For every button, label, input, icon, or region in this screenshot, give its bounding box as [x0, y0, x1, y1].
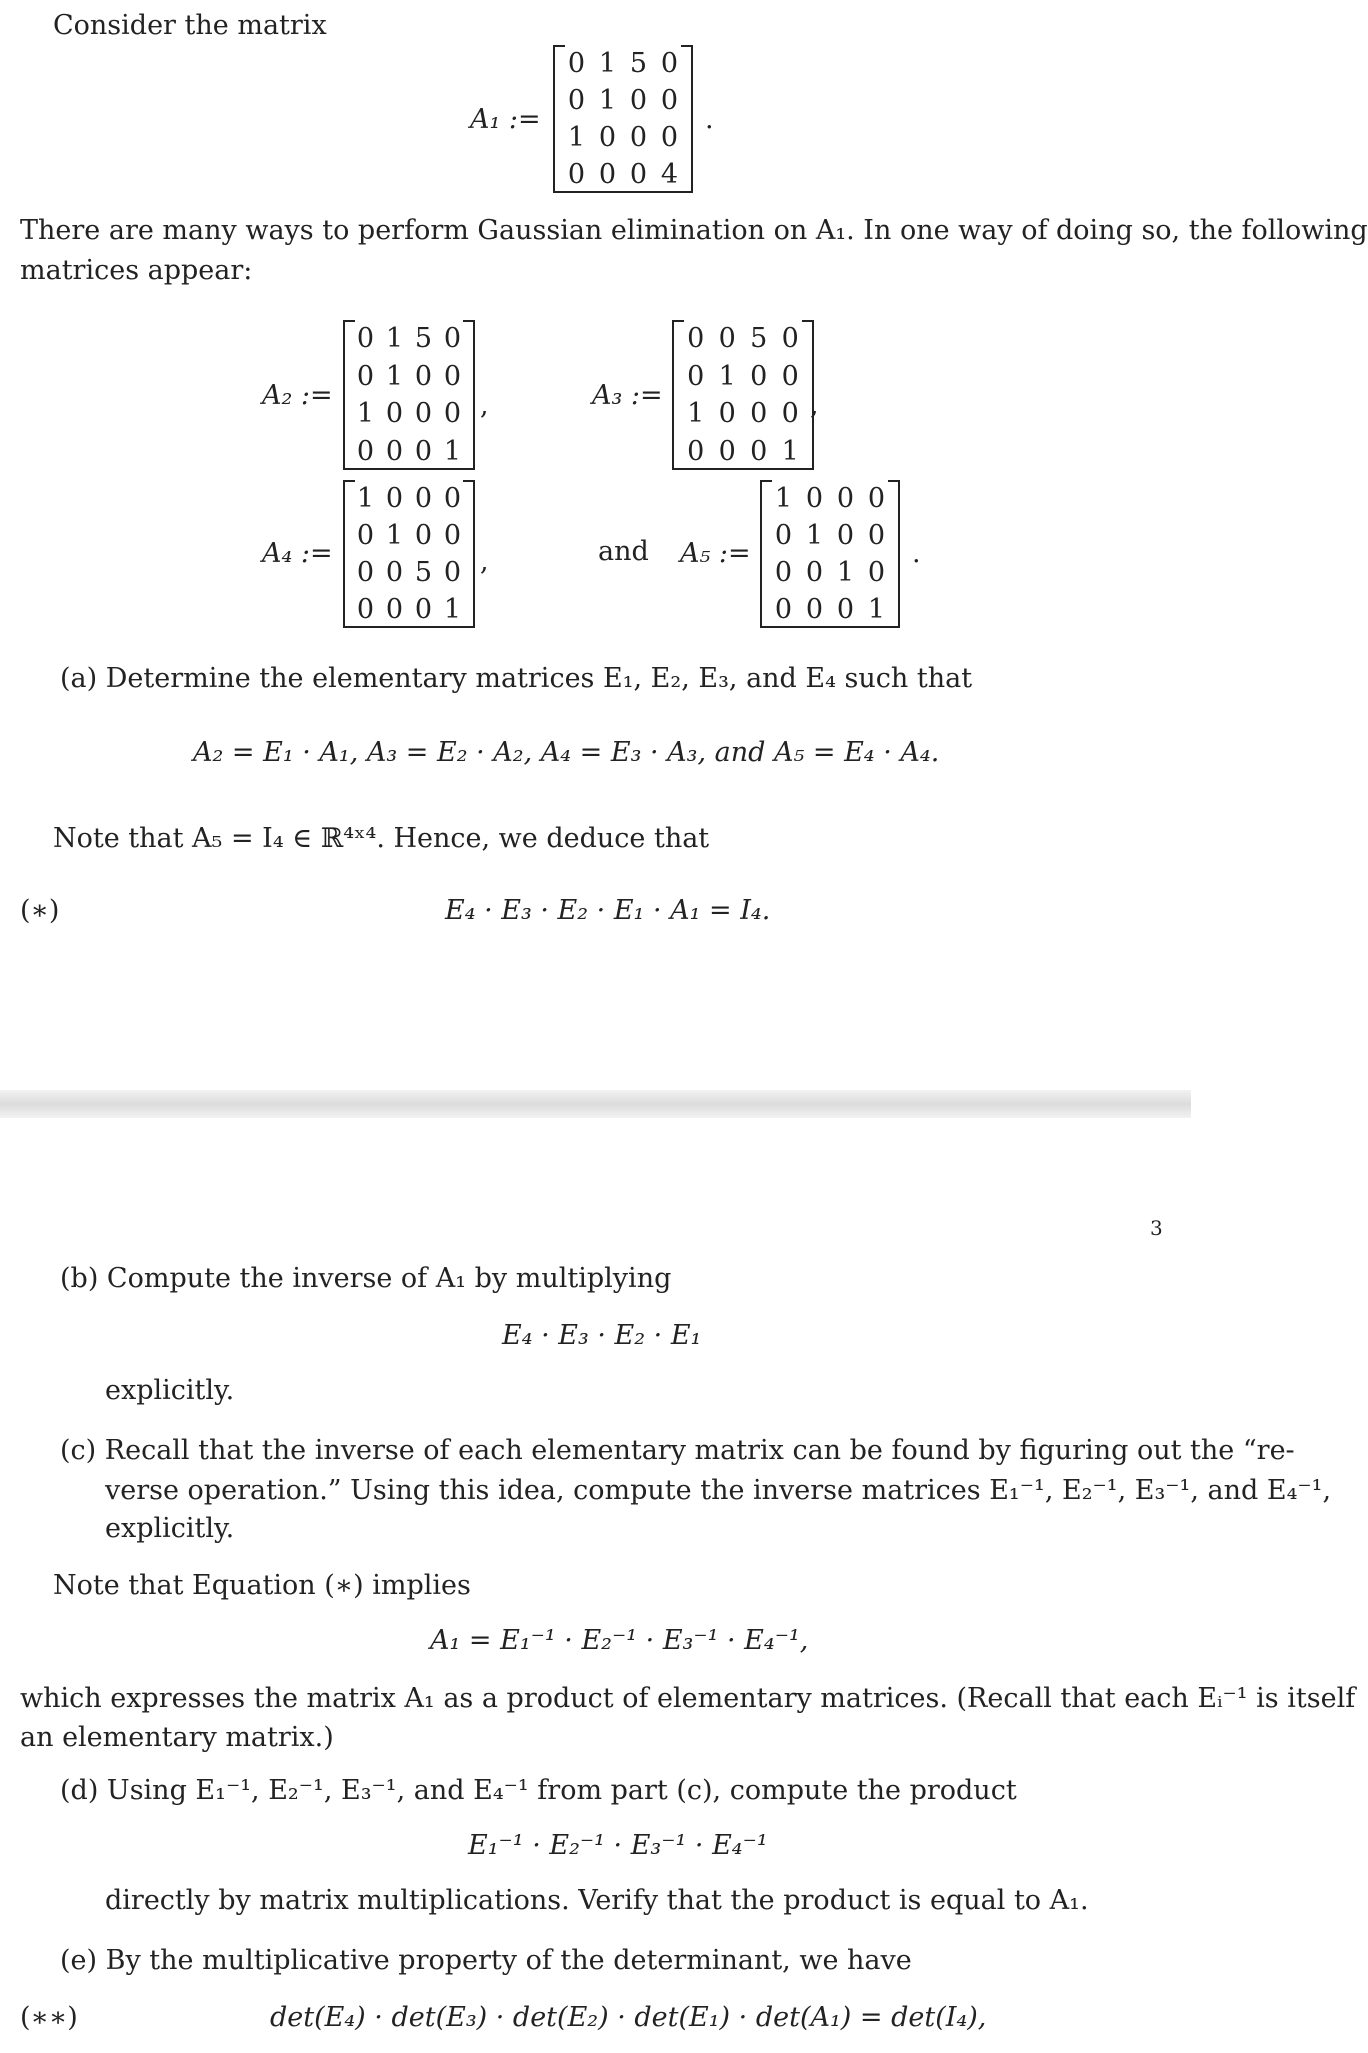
- a2-comma: ,: [480, 390, 489, 421]
- a3-comma: ,: [810, 390, 819, 421]
- matrix-entry: 0: [385, 594, 404, 625]
- matrix-entry: 1: [805, 520, 824, 551]
- matrix-entry: 0: [385, 435, 404, 467]
- matrix-entry: 1: [598, 85, 617, 116]
- matrix-entry: 1: [385, 323, 404, 355]
- matrix-entry: 0: [356, 360, 375, 392]
- matrix-entry: 1: [567, 122, 586, 153]
- matrix-entry: 0: [414, 435, 433, 467]
- matrix-entry: 1: [443, 435, 462, 467]
- part-d-text: (d) Using E₁⁻¹, E₂⁻¹, E₃⁻¹, and E₄⁻¹ from part (c), compute the product: [60, 1775, 1017, 1806]
- a5-label: A₅ :=: [680, 538, 751, 569]
- part-e-text: (e) By the multiplicative property of the determinant, we have: [60, 1945, 912, 1976]
- matrix-entry: 0: [867, 557, 886, 588]
- double-star-tag: (∗∗): [20, 2002, 78, 2033]
- intro-line-1: There are many ways to perform Gaussian elimination on A₁. In one way of doing so, the following: [20, 215, 1368, 246]
- matrix-entry: 0: [660, 85, 679, 116]
- matrix-a4: [343, 480, 475, 628]
- matrix-entry: 0: [443, 323, 462, 355]
- matrix-entry: 5: [629, 48, 648, 79]
- matrix-entry: 0: [867, 483, 886, 514]
- a5-period: .: [912, 538, 921, 569]
- part-c-line-3: explicitly.: [105, 1513, 235, 1544]
- matrix-entry: 0: [629, 85, 648, 116]
- matrix-entry: 0: [805, 483, 824, 514]
- part-b-text: (b) Compute the inverse of A₁ by multiplying: [60, 1263, 672, 1294]
- matrix-entry: 1: [356, 483, 375, 514]
- matrix-a3: [672, 320, 814, 470]
- matrix-grid: [762, 480, 898, 628]
- matrix-entry: 0: [356, 323, 375, 355]
- matrix-entry: 0: [781, 398, 799, 430]
- matrix-entry: 0: [414, 520, 433, 551]
- matrix-entry: 1: [867, 594, 886, 625]
- explicitly-text: explicitly.: [105, 1375, 235, 1406]
- note-equation-text: Note that Equation (∗) implies: [53, 1570, 471, 1601]
- matrix-a1: [553, 45, 693, 193]
- matrix-entry: 0: [867, 520, 886, 551]
- matrix-entry: 0: [414, 360, 433, 392]
- matrix-entry: 1: [385, 520, 404, 551]
- matrix-entry: 1: [781, 435, 799, 467]
- matrix-entry: 5: [414, 557, 433, 588]
- matrix-a5: [760, 480, 900, 628]
- matrix-entry: 4: [660, 159, 679, 190]
- matrix-entry: 1: [443, 594, 462, 625]
- which-line-2: an elementary matrix.): [20, 1722, 334, 1753]
- matrix-entry: 0: [629, 159, 648, 190]
- matrix-entry: 0: [356, 557, 375, 588]
- matrix-entry: 0: [781, 323, 799, 355]
- inverse-product-equation: A₁ = E₁⁻¹ · E₂⁻¹ · E₃⁻¹ · E₄⁻¹,: [430, 1625, 809, 1656]
- part-e-equation: det(E₄) · det(E₃) · det(E₂) · det(E₁) · det(A₁) = det(I₄),: [270, 2002, 987, 2033]
- matrix-entry: 1: [385, 360, 404, 392]
- matrix-entry: 1: [356, 398, 375, 430]
- matrix-entry: 0: [718, 435, 736, 467]
- part-a-equation: A₂ = E₁ · A₁, A₃ = E₂ · A₂, A₄ = E₃ · A₃, and A₅ = E₄ · A₄.: [193, 737, 940, 768]
- matrix-entry: 0: [629, 122, 648, 153]
- which-line-1: which expresses the matrix A₁ as a product of elementary matrices. (Recall that each Eᵢ⁻¹ is itself: [20, 1683, 1356, 1714]
- a1-label: A₁ :=: [470, 104, 541, 135]
- page-separator: [0, 1090, 1191, 1118]
- matrix-entry: 0: [443, 557, 462, 588]
- a4-label: A₄ :=: [262, 538, 333, 569]
- matrix-grid: [674, 320, 812, 470]
- matrix-entry: 0: [385, 557, 404, 588]
- matrix-entry: 0: [774, 594, 793, 625]
- matrix-entry: 0: [356, 435, 375, 467]
- matrix-grid: [345, 320, 473, 470]
- matrix-entry: 0: [598, 122, 617, 153]
- matrix-entry: 0: [443, 398, 462, 430]
- matrix-entry: 0: [414, 594, 433, 625]
- matrix-entry: 1: [836, 557, 855, 588]
- and-text: and: [598, 536, 649, 567]
- matrix-a2: [343, 320, 475, 470]
- matrix-entry: 0: [356, 594, 375, 625]
- matrix-entry: 0: [443, 360, 462, 392]
- a4-comma: ,: [480, 546, 489, 577]
- matrix-entry: 0: [414, 398, 433, 430]
- matrix-entry: 0: [385, 483, 404, 514]
- part-b-equation: E₄ · E₃ · E₂ · E₁: [502, 1320, 702, 1351]
- matrix-entry: 0: [567, 48, 586, 79]
- part-c-line-2: verse operation.” Using this idea, compute the inverse matrices E₁⁻¹, E₂⁻¹, E₃⁻¹, and E₄⁻¹,: [105, 1475, 1332, 1506]
- star-tag: (∗): [20, 895, 60, 926]
- matrix-entry: 0: [385, 398, 404, 430]
- matrix-entry: 0: [805, 557, 824, 588]
- matrix-entry: 0: [781, 360, 799, 392]
- matrix-entry: 0: [687, 323, 705, 355]
- matrix-entry: 0: [774, 557, 793, 588]
- matrix-entry: 0: [750, 398, 768, 430]
- matrix-entry: 5: [414, 323, 433, 355]
- matrix-entry: 0: [356, 520, 375, 551]
- page-number: 3: [1150, 1216, 1163, 1240]
- matrix-entry: 0: [567, 85, 586, 116]
- consider-text: Consider the matrix: [53, 10, 327, 41]
- matrix-grid: [345, 480, 473, 628]
- matrix-entry: 0: [567, 159, 586, 190]
- matrix-entry: 0: [660, 122, 679, 153]
- matrix-entry: 0: [718, 398, 736, 430]
- matrix-entry: 0: [443, 520, 462, 551]
- a3-label: A₃ :=: [592, 380, 663, 411]
- matrix-entry: 0: [774, 520, 793, 551]
- part-a-text: (a) Determine the elementary matrices E₁, E₂, E₃, and E₄ such that: [60, 663, 973, 694]
- matrix-entry: 0: [687, 435, 705, 467]
- matrix-entry: 1: [718, 360, 736, 392]
- matrix-entry: 1: [687, 398, 705, 430]
- a2-label: A₂ :=: [262, 380, 333, 411]
- matrix-entry: 0: [836, 594, 855, 625]
- matrix-entry: 0: [687, 360, 705, 392]
- matrix-entry: 5: [750, 323, 768, 355]
- matrix-entry: 0: [443, 483, 462, 514]
- part-d-line-2: directly by matrix multiplications. Verify that the product is equal to A₁.: [105, 1885, 1089, 1916]
- matrix-grid: [555, 45, 691, 193]
- matrix-entry: 1: [774, 483, 793, 514]
- matrix-entry: 0: [750, 360, 768, 392]
- matrix-entry: 0: [836, 520, 855, 551]
- matrix-entry: 1: [598, 48, 617, 79]
- part-d-equation: E₁⁻¹ · E₂⁻¹ · E₃⁻¹ · E₄⁻¹: [468, 1830, 768, 1861]
- part-c-line-1: (c) Recall that the inverse of each elementary matrix can be found by figuring out the “re-: [60, 1435, 1295, 1466]
- matrix-entry: 0: [414, 483, 433, 514]
- matrix-entry: 0: [805, 594, 824, 625]
- matrix-entry: 0: [718, 323, 736, 355]
- matrix-entry: 0: [750, 435, 768, 467]
- a1-period: .: [705, 104, 714, 135]
- matrix-entry: 0: [660, 48, 679, 79]
- star-equation: E₄ · E₃ · E₂ · E₁ · A₁ = I₄.: [445, 895, 771, 926]
- matrix-entry: 0: [836, 483, 855, 514]
- intro-line-2: matrices appear:: [20, 255, 253, 286]
- matrix-entry: 0: [598, 159, 617, 190]
- note-text: Note that A₅ = I₄ ∈ ℝ⁴ˣ⁴. Hence, we deduce that: [53, 823, 710, 854]
